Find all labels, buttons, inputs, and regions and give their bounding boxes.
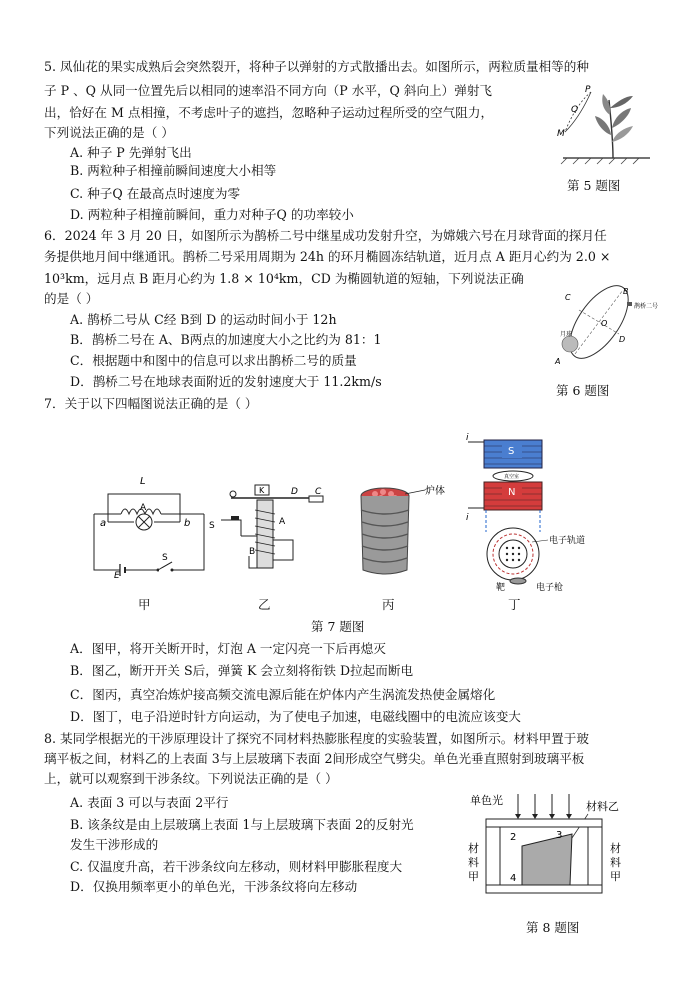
q6-option-b: B．鹊桥二号在 A、B两点的加速度大小之比约为 81：1 bbox=[70, 332, 382, 347]
q7-stem: 7．关于以下四幅图说法正确的是（ ） bbox=[44, 396, 258, 411]
q5-figure-caption: 第 5 题图 bbox=[567, 178, 621, 193]
q7-jia-label-l: L bbox=[140, 476, 146, 487]
q5-option-b: B. 两粒种子相撞前瞬间速度大小相等 bbox=[70, 163, 277, 178]
q6-label-a: A bbox=[555, 357, 561, 366]
q8-option-d: D．仅换用频率更小的单色光，干涉条纹将向左移动 bbox=[70, 879, 358, 894]
q6-figure-orbit bbox=[553, 282, 658, 367]
q8-figure-wedge bbox=[460, 786, 632, 910]
q6-label-moon: 月球 bbox=[560, 331, 573, 338]
q8-label-right-2: 料 bbox=[610, 856, 621, 869]
q5-line-3: 出，恰好在 M 点相撞，不考虑叶子的遮挡，忽略种子运动过程所受的空气阻力， bbox=[44, 105, 494, 120]
q7-option-b: B．图乙，断开开关 S后，弹簧 K 会立刻将衔铁 D拉起而断电 bbox=[70, 663, 414, 678]
q6-line-2: 务提供地月间中继通讯。鹊桥二号采用周期为 24h 的环月椭圆冻结轨道，近月点 A 距月心约为 2.0 × bbox=[44, 249, 611, 264]
q6-label-sat: 鹊桥二号 bbox=[634, 303, 658, 310]
q5-label-q: Q bbox=[571, 105, 579, 115]
q7-jia-label-b: b bbox=[184, 518, 191, 529]
q7-yi-label-b: B bbox=[249, 547, 256, 557]
q8-line-3: 上，就可以观察到干涉条纹。下列说法正确的是（ ） bbox=[44, 771, 338, 786]
q8-label-left-1: 材 bbox=[468, 842, 479, 855]
q6-label-b: B bbox=[623, 287, 629, 296]
q7-figure-caption: 第 7 题图 bbox=[311, 619, 365, 634]
q7-jia-label-e: E bbox=[114, 571, 120, 580]
q7-ding-label-i2: i bbox=[466, 513, 469, 523]
q6-option-d: D．鹊桥二号在地球表面附近的发射速度大于 11.2km/s bbox=[70, 374, 382, 389]
q7-caption-yi: 乙 bbox=[258, 597, 271, 612]
q8-label-left-2: 料 bbox=[468, 856, 479, 869]
q6-label-c: C bbox=[565, 293, 571, 302]
q5-option-d: D. 两粒种子相撞前瞬间，重力对种子Q 的功率较小 bbox=[70, 207, 354, 222]
q7-yi-label-c: C bbox=[315, 487, 322, 497]
q7-figure-bing bbox=[345, 480, 465, 580]
q8-line-1: 8. 某同学根据光的干涉原理设计了探究不同材料热膨胀程度的实验装置，如图所示。材料甲置于玻 bbox=[44, 731, 589, 746]
q6-label-o: O bbox=[601, 319, 608, 328]
q7-ding-label-gun: 电子枪 bbox=[536, 583, 564, 592]
q7-jia-label-s: S bbox=[162, 553, 168, 563]
q7-ding-label-s: S bbox=[508, 446, 515, 457]
q5-label-m: M bbox=[557, 129, 565, 139]
q7-ding-label-vac: 真空室 bbox=[504, 474, 520, 480]
q8-label-b: 材料乙 bbox=[586, 800, 619, 813]
q8-figure-caption: 第 8 题图 bbox=[526, 920, 580, 935]
q5-option-c: C. 种子Q 在最高点时速度为零 bbox=[70, 186, 241, 201]
q5-figure-plant bbox=[555, 80, 655, 170]
q6-line-4: 的是（ ） bbox=[44, 291, 99, 306]
q8-label-right-1: 材 bbox=[610, 842, 621, 855]
q5-line-4: 下列说法正确的是（ ） bbox=[44, 125, 174, 140]
q8-option-a: A. 表面 3 可以与表面 2平行 bbox=[70, 795, 229, 810]
q8-option-b-cont: 发生干涉形成的 bbox=[70, 837, 159, 852]
q8-option-c: C. 仅温度升高，若干涉条纹向左移动，则材料甲膨胀程度大 bbox=[70, 859, 403, 874]
q7-ding-label-target: 靶 bbox=[496, 583, 506, 592]
q7-figure-jia bbox=[86, 470, 211, 580]
q8-label-4: 4 bbox=[510, 873, 517, 884]
q6-option-c: C．根据题中和图中的信息可以求出鹊桥二号的质量 bbox=[70, 353, 357, 368]
q8-label-right-3: 甲 bbox=[610, 870, 621, 883]
q7-yi-label-a: A bbox=[279, 517, 286, 527]
q5-line-1: 5. 凤仙花的果实成熟后会突然裂开，将种子以弹射的方式散播出去。如图所示，两粒质量相等的种 bbox=[44, 59, 589, 74]
q7-figure-yi bbox=[205, 480, 330, 575]
q6-line-1: 6．2024 年 3 月 20 日，如图所示为鹊桥二号中继星成功发射升空，为嫦娥六号在月球背面的探月任 bbox=[44, 228, 607, 243]
q7-ding-label-orbit: 电子轨道 bbox=[549, 536, 586, 546]
q8-label-2: 2 bbox=[510, 832, 517, 843]
q6-figure-caption: 第 6 题图 bbox=[556, 383, 610, 398]
q7-ding-label-n: N bbox=[508, 487, 516, 498]
q7-ding-label-i1: i bbox=[466, 433, 469, 443]
q6-line-3: 10³km，远月点 B 距月心约为 1.8 × 10⁴km，CD 为椭圆轨道的短轴，下列说法正确 bbox=[44, 271, 524, 286]
q8-option-b: B. 该条纹是由上层玻璃上表面 1与上层玻璃下表面 2的反射光 bbox=[70, 817, 414, 832]
q7-yi-label-s: S bbox=[209, 521, 215, 531]
q7-option-c: C．图丙，真空冶炼炉接高频交流电源后能在炉体内产生涡流发热使金属熔化 bbox=[70, 687, 496, 702]
q7-figure-ding bbox=[462, 432, 612, 592]
q8-label-left-3: 甲 bbox=[468, 870, 479, 883]
q7-bing-label-furnace: 炉体 bbox=[425, 486, 445, 497]
q7-caption-jia: 甲 bbox=[138, 597, 151, 612]
q7-option-a: A．图甲，将开关断开时，灯泡 A 一定闪亮一下后再熄灭 bbox=[70, 641, 386, 656]
q7-jia-label-lamp: A bbox=[140, 503, 147, 513]
q6-label-d: D bbox=[619, 335, 626, 344]
q5-option-a: A. 种子 P 先弹射飞出 bbox=[70, 145, 192, 160]
q5-line-2: 子 P 、Q 从同一位置先后以相同的速率沿不同方向（P 水平，Q 斜向上）弹射飞 bbox=[44, 83, 493, 98]
q7-jia-label-a: a bbox=[100, 518, 107, 529]
q7-caption-bing: 丙 bbox=[382, 597, 395, 612]
q6-option-a: A. 鹊桥二号从 C经 B到 D 的运动时间小于 12h bbox=[70, 312, 337, 327]
q8-label-3: 3 bbox=[556, 830, 563, 841]
q5-label-p: P bbox=[585, 85, 591, 95]
q7-caption-ding: 丁 bbox=[508, 597, 521, 612]
q8-label-light: 单色光 bbox=[470, 794, 503, 807]
q7-yi-label-d: D bbox=[291, 487, 298, 497]
q7-yi-label-k: K bbox=[259, 486, 265, 495]
q7-option-d: D．图丁，电子沿逆时针方向运动，为了使电子加速，电磁线圈中的电流应该变大 bbox=[70, 709, 521, 724]
q8-line-2: 璃平板之间，材料乙的上表面 3与上层玻璃下表面 2间形成空气劈尖。单色光垂直照射到玻璃平板 bbox=[44, 751, 585, 766]
